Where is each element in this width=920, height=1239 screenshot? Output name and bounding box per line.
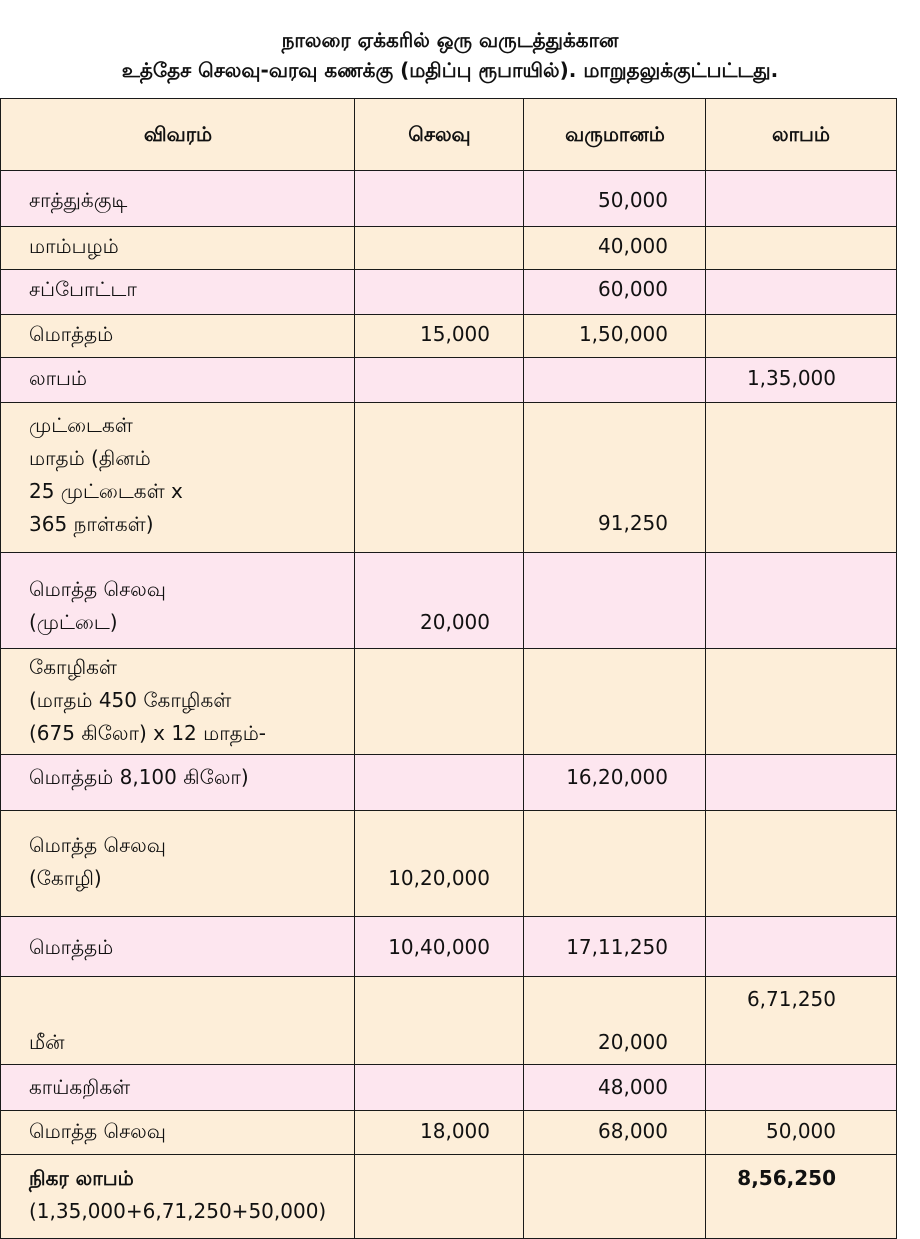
header-income: வருமானம் <box>523 98 707 172</box>
expense-cell: 10,40,000 <box>354 916 525 978</box>
income-cell: 16,20,000 <box>523 754 707 812</box>
income-cell: 20,000 <box>523 976 707 1066</box>
table-row-label: மொத்தம் <box>0 314 356 359</box>
table-row-label: மொத்த செலவு (கோழி) <box>0 810 356 918</box>
table-row-label: காய்கறிகள் <box>0 1064 356 1112</box>
profit-cell: 1,35,000 <box>705 357 897 404</box>
header-particulars: விவரம் <box>0 98 356 172</box>
profit-cell: 8,56,250 <box>705 1154 897 1239</box>
income-cell: 50,000 <box>523 170 707 228</box>
income-cell: 60,000 <box>523 269 707 316</box>
header-profit: லாபம் <box>705 98 897 172</box>
table-row-label: சப்போட்டா <box>0 269 356 316</box>
table-row-label: மொத்த செலவு <box>0 1110 356 1156</box>
income-cell: 1,50,000 <box>523 314 707 359</box>
table-row-label: மொத்தம் 8,100 கிலோ) <box>0 754 356 812</box>
expense-cell: 20,000 <box>354 552 525 650</box>
table-row-label: மீன் <box>0 976 356 1066</box>
profit-cell: 50,000 <box>705 1110 897 1156</box>
table-row-label: லாபம் <box>0 357 356 404</box>
profit-cell: 6,71,250 <box>705 976 897 1066</box>
header-expense: செலவு <box>354 98 525 172</box>
table-row-label: சாத்துக்குடி <box>0 170 356 228</box>
table-row-label: நிகர லாபம் (1,35,000+6,71,250+50,000) <box>0 1154 356 1239</box>
title-line-1: நாலரை ஏக்கரில் ஒரு வருடத்துக்கான <box>281 28 619 52</box>
income-cell: 68,000 <box>523 1110 707 1156</box>
title-line-2: உத்தேச செலவு-வரவு கணக்கு (மதிப்பு ரூபாயில்). மாறுதலுக்குட்பட்டது. <box>121 58 779 82</box>
table-row-label: முட்டைகள் மாதம் (தினம் 25 முட்டைகள் x 365 நாள்கள்) <box>0 402 356 554</box>
expense-cell: 18,000 <box>354 1110 525 1156</box>
expense-cell: 10,20,000 <box>354 810 525 918</box>
income-cell: 40,000 <box>523 226 707 271</box>
income-cell: 17,11,250 <box>523 916 707 978</box>
income-cell: 91,250 <box>523 402 707 554</box>
income-cell: 48,000 <box>523 1064 707 1112</box>
table-row-label: மொத்த செலவு (முட்டை) <box>0 552 356 650</box>
table-row-label: கோழிகள் (மாதம் 450 கோழிகள் (675 கிலோ) x 12 மாதம்- <box>0 648 356 756</box>
table-row-label: மொத்தம் <box>0 916 356 978</box>
expense-cell: 15,000 <box>354 314 525 359</box>
table-row-label: மாம்பழம் <box>0 226 356 271</box>
